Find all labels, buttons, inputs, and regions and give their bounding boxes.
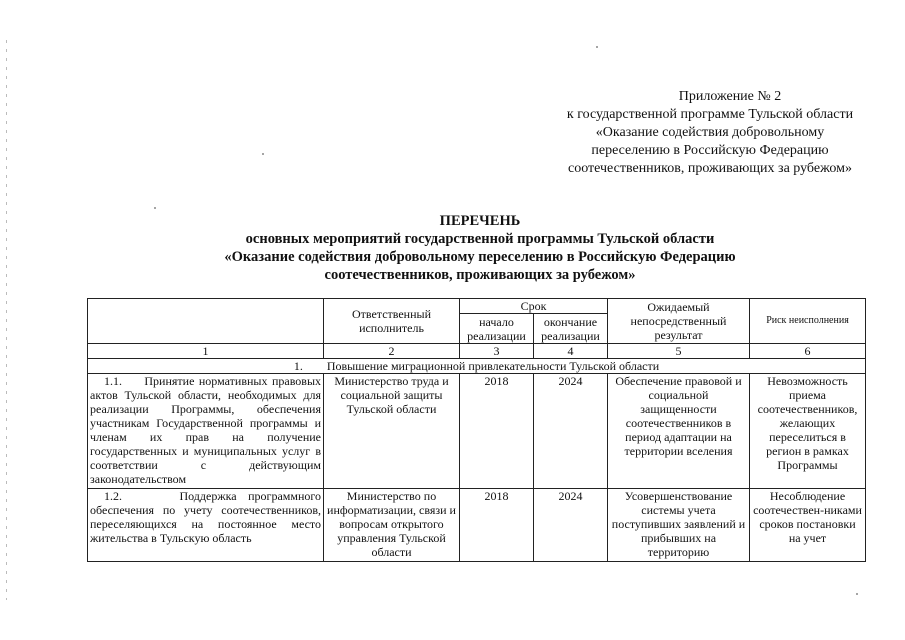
heading-line: «Оказание содействия добровольному переселению в Российскую Федерацию bbox=[224, 249, 736, 265]
scan-margin-line bbox=[6, 40, 7, 600]
header-executor: Ответственный исполнитель bbox=[324, 299, 460, 344]
risk-cell: Невозможность приема соотечественников, желающих переселиться в регион в рамках Программы bbox=[750, 374, 866, 489]
end-cell: 2024 bbox=[534, 489, 608, 562]
executor-cell: Министерство труда и социальной защиты Тульской области bbox=[324, 374, 460, 489]
result-cell: Обеспечение правовой и социальной защищенности соотечественников в период адаптации на территории вселения bbox=[608, 374, 750, 489]
section-row bbox=[88, 359, 866, 374]
start-cell: 2018 bbox=[460, 374, 534, 489]
column-number: 5 bbox=[608, 344, 750, 359]
section-title: 1. Повышение миграционной привлекательности Тульской области bbox=[88, 359, 866, 374]
result-cell: Усовершенствование системы учета поступивших заявлений и прибывших на территорию bbox=[608, 489, 750, 562]
document-heading bbox=[150, 212, 810, 284]
appendix-line: соотечественников, проживающих за рубежом» bbox=[568, 161, 852, 176]
appendix-line: к государственной программе Тульской области bbox=[566, 107, 854, 122]
start-cell: 2018 bbox=[460, 489, 534, 562]
heading-title: ПЕРЕЧЕНЬ bbox=[439, 213, 521, 229]
header-end: окончание реализации bbox=[534, 314, 608, 344]
header-risk: Риск неисполнения bbox=[750, 299, 866, 344]
appendix-line: Приложение № 2 bbox=[678, 89, 782, 104]
scan-speck bbox=[856, 593, 858, 595]
scan-speck bbox=[262, 153, 264, 155]
measure-cell bbox=[88, 489, 324, 562]
measure-description: Принятие нормативных правовых актов Тульской области, необходимых для реализации Программы, обеспечения участникам Государственной программы и членам их прав на получение государственных и муниципальных услуг в соответствии с действующим законодательством bbox=[90, 374, 322, 486]
risk-cell: Несоблюдение соотечествен-никами сроков постановки на учет bbox=[750, 489, 866, 562]
column-number: 4 bbox=[534, 344, 608, 359]
column-number: 3 bbox=[460, 344, 534, 359]
table-header-row bbox=[88, 299, 866, 314]
measure-index: 1.2. bbox=[104, 489, 122, 503]
measure-description: Поддержка программного обеспечения по учету соотечественников, переселяющихся на постоянное место жительства в Тульскую область bbox=[90, 489, 322, 545]
measure-cell bbox=[88, 374, 324, 489]
end-cell: 2024 bbox=[534, 374, 608, 489]
column-numbers-row bbox=[88, 344, 866, 359]
appendix-line: переселению в Российскую Федерацию bbox=[591, 143, 829, 158]
table-row bbox=[88, 489, 866, 562]
appendix-line: «Оказание содействия добровольному bbox=[595, 125, 825, 140]
header-start: начало реализации bbox=[460, 314, 534, 344]
heading-line: основных мероприятий государственной программы Тульской области bbox=[245, 231, 715, 247]
appendix-note bbox=[520, 88, 900, 178]
scan-speck bbox=[154, 207, 156, 209]
column-number: 1 bbox=[88, 344, 324, 359]
measure-index: 1.1. bbox=[104, 374, 122, 388]
scan-speck bbox=[596, 46, 598, 48]
measures-table bbox=[87, 298, 866, 562]
header-measure bbox=[88, 299, 324, 344]
column-number: 2 bbox=[324, 344, 460, 359]
header-result: Ожидаемый непосредственный результат bbox=[608, 299, 750, 344]
executor-cell: Министерство по информатизации, связи и вопросам открытого управления Тульской области bbox=[324, 489, 460, 562]
column-number: 6 bbox=[750, 344, 866, 359]
header-term: Срок bbox=[460, 299, 608, 314]
table-row bbox=[88, 374, 866, 489]
heading-line: соотечественников, проживающих за рубежом» bbox=[324, 267, 636, 283]
